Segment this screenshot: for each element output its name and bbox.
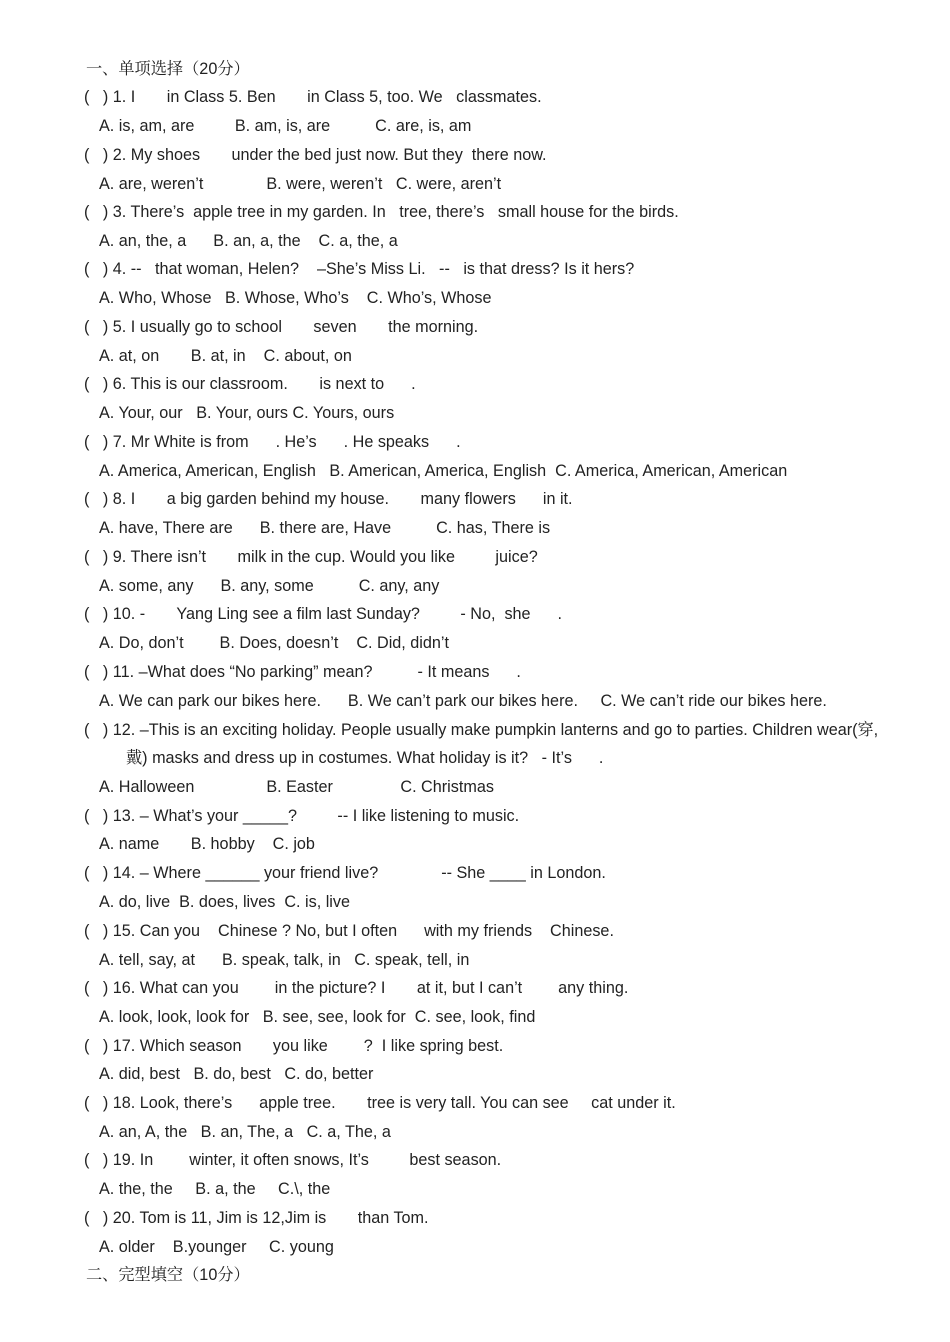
question-16-text: ( ) 16. What can you in the picture? I at it, but I can’t any thing. [84, 979, 629, 997]
question-11-text: ( ) 11. –What does “No parking” mean? - It means . [84, 663, 521, 681]
question-11-options: A. We can park our bikes here. B. We can’t park our bikes here. C. We can’t ride our bikes here. [99, 692, 827, 710]
question-19-text: ( ) 19. In winter, it often snows, It’s best season. [84, 1151, 502, 1169]
question-12-text: ( ) 12. –This is an exciting holiday. People usually make pumpkin lanterns and go to parties. Children wear(穿, [84, 721, 879, 739]
question-15-text: ( ) 15. Can you Chinese ? No, but I often with my friends Chinese. [84, 922, 614, 940]
question-5-text: ( ) 5. I usually go to school seven the morning. [84, 318, 479, 336]
question-8-options: A. have, There are B. there are, Have C. has, There is [99, 519, 551, 537]
question-17-text: ( ) 17. Which season you like ? I like spring best. [84, 1037, 504, 1055]
section1-heading: 一、单项选择（20分） [86, 60, 250, 78]
question-5-options: A. at, on B. at, in C. about, on [99, 347, 352, 365]
question-1-text: ( ) 1. I in Class 5. Ben in Class 5, too. We classmates. [84, 88, 542, 106]
question-1-options: A. is, am, are B. am, is, are C. are, is, am [99, 117, 472, 135]
question-18-options: A. an, A, the B. an, The, a C. a, The, a [99, 1123, 391, 1141]
question-9-text: ( ) 9. There isn’t milk in the cup. Would you like juice? [84, 548, 538, 566]
question-6-text: ( ) 6. This is our classroom. is next to . [84, 375, 416, 393]
question-16-options: A. look, look, look for B. see, see, look for C. see, look, find [99, 1008, 536, 1026]
question-2-options: A. are, weren’t B. were, weren’t C. were, aren’t [99, 175, 502, 193]
section2-heading: 二、完型填空（10分） [86, 1266, 250, 1284]
question-14-text: ( ) 14. – Where ______ your friend live? -- She ____ in London. [84, 864, 606, 882]
question-12-text-cont: 戴) masks and dress up in costumes. What holiday is it? - It’s . [126, 749, 604, 767]
question-4-text: ( ) 4. -- that woman, Helen? –She’s Miss Li. -- is that dress? Is it hers? [84, 260, 635, 278]
question-14-options: A. do, live B. does, lives C. is, live [99, 893, 351, 911]
question-3-text: ( ) 3. There’s apple tree in my garden. In tree, there’s small house for the birds. [84, 203, 679, 221]
question-4-options: A. Who, Whose B. Whose, Who’s C. Who’s, Whose [99, 289, 492, 307]
question-9-options: A. some, any B. any, some C. any, any [99, 577, 440, 595]
question-17-options: A. did, best B. do, best C. do, better [99, 1065, 374, 1083]
question-15-options: A. tell, say, at B. speak, talk, in C. speak, tell, in [99, 951, 470, 969]
question-12-options: A. Halloween B. Easter C. Christmas [99, 778, 494, 796]
question-7-text: ( ) 7. Mr White is from . He’s . He speaks . [84, 433, 461, 451]
question-7-options: A. America, American, English B. American, America, English C. America, American, American [99, 462, 788, 480]
question-8-text: ( ) 8. I a big garden behind my house. many flowers in it. [84, 490, 573, 508]
question-10-text: ( ) 10. - Yang Ling see a film last Sunday? - No, she . [84, 605, 563, 623]
question-6-options: A. Your, our B. Your, ours C. Yours, ours [99, 404, 395, 422]
question-13-text: ( ) 13. – What’s your _____? -- I like listening to music. [84, 807, 520, 825]
question-10-options: A. Do, don’t B. Does, doesn’t C. Did, didn’t [99, 634, 449, 652]
question-3-options: A. an, the, a B. an, a, the C. a, the, a [99, 232, 398, 250]
question-2-text: ( ) 2. My shoes under the bed just now. But they there now. [84, 146, 547, 164]
question-19-options: A. the, the B. a, the C.\, the [99, 1180, 331, 1198]
question-20-text: ( ) 20. Tom is 11, Jim is 12,Jim is than Tom. [84, 1209, 429, 1227]
question-18-text: ( ) 18. Look, there’s apple tree. tree is very tall. You can see cat under it. [84, 1094, 676, 1112]
question-20-options: A. older B.younger C. young [99, 1238, 334, 1256]
question-13-options: A. name B. hobby C. job [99, 835, 315, 853]
